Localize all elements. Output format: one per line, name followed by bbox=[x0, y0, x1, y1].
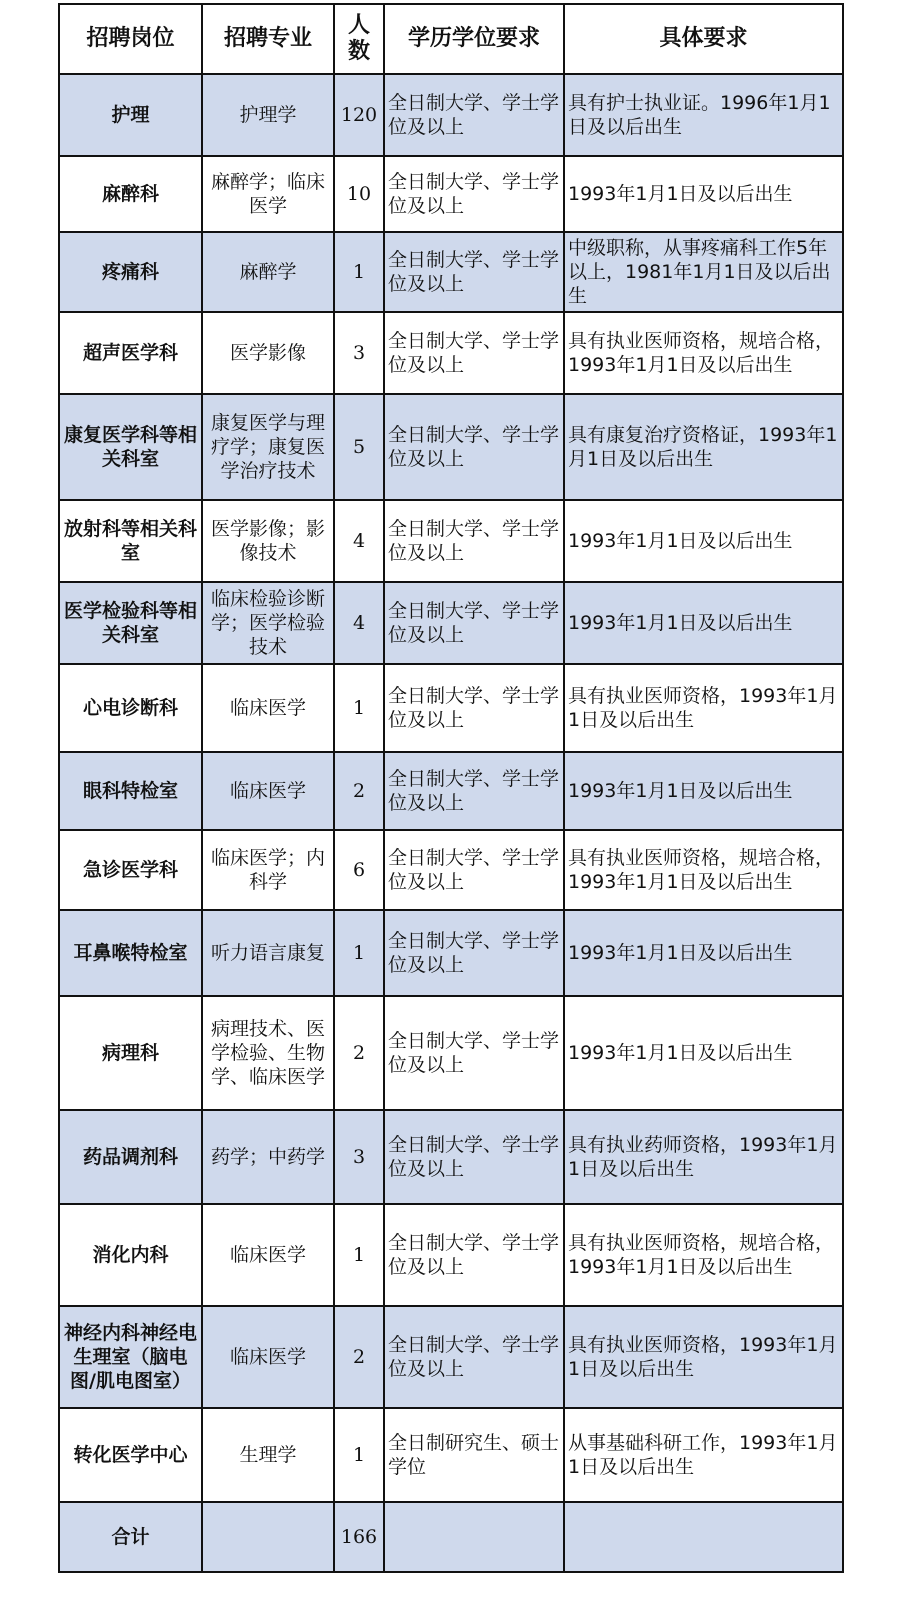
education-cell: 全日制大学、学士学位及以上 bbox=[384, 582, 564, 664]
position-cell: 眼科特检室 bbox=[59, 752, 202, 830]
major-cell: 药学；中药学 bbox=[202, 1110, 334, 1204]
header-education: 学历学位要求 bbox=[384, 4, 564, 74]
total-label: 合计 bbox=[59, 1502, 202, 1572]
count-cell: 1 bbox=[334, 910, 384, 996]
position-cell: 超声医学科 bbox=[59, 312, 202, 394]
header-position: 招聘岗位 bbox=[59, 4, 202, 74]
position-cell: 急诊医学科 bbox=[59, 830, 202, 910]
education-cell: 全日制大学、学士学位及以上 bbox=[384, 1306, 564, 1408]
position-cell: 疼痛科 bbox=[59, 232, 202, 312]
recruitment-table bbox=[58, 3, 844, 1573]
major-cell: 临床检验诊断学；医学检验技术 bbox=[202, 582, 334, 664]
count-cell: 5 bbox=[334, 394, 384, 500]
position-cell: 神经内科神经电生理室（脑电图/肌电图室） bbox=[59, 1306, 202, 1408]
count-cell: 1 bbox=[334, 664, 384, 752]
total-requirement bbox=[564, 1502, 843, 1572]
requirement-cell: 具有执业医师资格，规培合格，1993年1月1日及以后出生 bbox=[564, 312, 843, 394]
count-cell: 1 bbox=[334, 1204, 384, 1306]
education-cell: 全日制大学、学士学位及以上 bbox=[384, 232, 564, 312]
education-cell: 全日制大学、学士学位及以上 bbox=[384, 1110, 564, 1204]
count-cell: 120 bbox=[334, 74, 384, 156]
major-cell: 临床医学 bbox=[202, 1306, 334, 1408]
table-row bbox=[59, 1204, 843, 1306]
requirement-cell: 1993年1月1日及以后出生 bbox=[564, 582, 843, 664]
requirement-cell: 1993年1月1日及以后出生 bbox=[564, 910, 843, 996]
position-cell: 心电诊断科 bbox=[59, 664, 202, 752]
header-row bbox=[59, 4, 843, 74]
education-cell: 全日制大学、学士学位及以上 bbox=[384, 910, 564, 996]
education-cell: 全日制大学、学士学位及以上 bbox=[384, 664, 564, 752]
header-count-line1: 人 bbox=[347, 13, 370, 38]
table-row bbox=[59, 500, 843, 582]
major-cell: 医学影像 bbox=[202, 312, 334, 394]
position-cell: 耳鼻喉特检室 bbox=[59, 910, 202, 996]
major-cell: 康复医学与理疗学；康复医学治疗技术 bbox=[202, 394, 334, 500]
education-cell: 全日制大学、学士学位及以上 bbox=[384, 996, 564, 1110]
count-cell: 3 bbox=[334, 312, 384, 394]
table-row bbox=[59, 664, 843, 752]
major-cell: 听力语言康复 bbox=[202, 910, 334, 996]
count-cell: 2 bbox=[334, 1306, 384, 1408]
requirement-cell: 1993年1月1日及以后出生 bbox=[564, 752, 843, 830]
position-cell: 医学检验科等相关科室 bbox=[59, 582, 202, 664]
total-count: 166 bbox=[334, 1502, 384, 1572]
education-cell: 全日制大学、学士学位及以上 bbox=[384, 830, 564, 910]
count-cell: 3 bbox=[334, 1110, 384, 1204]
requirement-cell: 1993年1月1日及以后出生 bbox=[564, 996, 843, 1110]
position-cell: 消化内科 bbox=[59, 1204, 202, 1306]
table-row bbox=[59, 74, 843, 156]
major-cell: 临床医学 bbox=[202, 752, 334, 830]
position-cell: 药品调剂科 bbox=[59, 1110, 202, 1204]
table-row bbox=[59, 394, 843, 500]
major-cell: 麻醉学 bbox=[202, 232, 334, 312]
position-cell: 病理科 bbox=[59, 996, 202, 1110]
position-cell: 护理 bbox=[59, 74, 202, 156]
major-cell: 临床医学 bbox=[202, 1204, 334, 1306]
position-cell: 麻醉科 bbox=[59, 156, 202, 232]
education-cell: 全日制大学、学士学位及以上 bbox=[384, 752, 564, 830]
count-cell: 6 bbox=[334, 830, 384, 910]
requirement-cell: 具有执业医师资格，规培合格，1993年1月1日及以后出生 bbox=[564, 830, 843, 910]
count-cell: 2 bbox=[334, 752, 384, 830]
table-row bbox=[59, 1306, 843, 1408]
table-row bbox=[59, 582, 843, 664]
education-cell: 全日制研究生、硕士学位 bbox=[384, 1408, 564, 1502]
position-cell: 康复医学科等相关科室 bbox=[59, 394, 202, 500]
header-count-line2: 数 bbox=[347, 39, 370, 64]
education-cell: 全日制大学、学士学位及以上 bbox=[384, 500, 564, 582]
requirement-cell: 从事基础科研工作，1993年1月1日及以后出生 bbox=[564, 1408, 843, 1502]
table-row bbox=[59, 312, 843, 394]
major-cell: 病理技术、医学检验、生物学、临床医学 bbox=[202, 996, 334, 1110]
major-cell: 麻醉学；临床医学 bbox=[202, 156, 334, 232]
education-cell: 全日制大学、学士学位及以上 bbox=[384, 394, 564, 500]
count-cell: 1 bbox=[334, 232, 384, 312]
total-major bbox=[202, 1502, 334, 1572]
requirement-cell: 具有执业药师资格，1993年1月1日及以后出生 bbox=[564, 1110, 843, 1204]
count-cell: 4 bbox=[334, 500, 384, 582]
total-row bbox=[59, 1502, 843, 1572]
requirement-cell: 具有执业医师资格，1993年1月1日及以后出生 bbox=[564, 1306, 843, 1408]
education-cell: 全日制大学、学士学位及以上 bbox=[384, 74, 564, 156]
total-education bbox=[384, 1502, 564, 1572]
requirement-cell: 具有康复治疗资格证，1993年1月1日及以后出生 bbox=[564, 394, 843, 500]
requirement-cell: 具有执业医师资格，规培合格，1993年1月1日及以后出生 bbox=[564, 1204, 843, 1306]
table-row bbox=[59, 1408, 843, 1502]
table-row bbox=[59, 232, 843, 312]
major-cell: 护理学 bbox=[202, 74, 334, 156]
position-cell: 放射科等相关科室 bbox=[59, 500, 202, 582]
major-cell: 临床医学；内科学 bbox=[202, 830, 334, 910]
position-cell: 转化医学中心 bbox=[59, 1408, 202, 1502]
education-cell: 全日制大学、学士学位及以上 bbox=[384, 156, 564, 232]
requirement-cell: 中级职称，从事疼痛科工作5年以上，1981年1月1日及以后出生 bbox=[564, 232, 843, 312]
count-cell: 2 bbox=[334, 996, 384, 1110]
header-major: 招聘专业 bbox=[202, 4, 334, 74]
table-row bbox=[59, 996, 843, 1110]
table-row bbox=[59, 830, 843, 910]
major-cell: 医学影像；影像技术 bbox=[202, 500, 334, 582]
requirement-cell: 具有执业医师资格，1993年1月1日及以后出生 bbox=[564, 664, 843, 752]
requirement-cell: 1993年1月1日及以后出生 bbox=[564, 500, 843, 582]
table-row bbox=[59, 752, 843, 830]
major-cell: 临床医学 bbox=[202, 664, 334, 752]
header-requirement: 具体要求 bbox=[564, 4, 843, 74]
table-row bbox=[59, 910, 843, 996]
education-cell: 全日制大学、学士学位及以上 bbox=[384, 312, 564, 394]
count-cell: 4 bbox=[334, 582, 384, 664]
count-cell: 1 bbox=[334, 1408, 384, 1502]
major-cell: 生理学 bbox=[202, 1408, 334, 1502]
education-cell: 全日制大学、学士学位及以上 bbox=[384, 1204, 564, 1306]
requirement-cell: 具有护士执业证。1996年1月1日及以后出生 bbox=[564, 74, 843, 156]
count-cell: 10 bbox=[334, 156, 384, 232]
requirement-cell: 1993年1月1日及以后出生 bbox=[564, 156, 843, 232]
header-count bbox=[334, 4, 384, 74]
table-row bbox=[59, 1110, 843, 1204]
table-row bbox=[59, 156, 843, 232]
